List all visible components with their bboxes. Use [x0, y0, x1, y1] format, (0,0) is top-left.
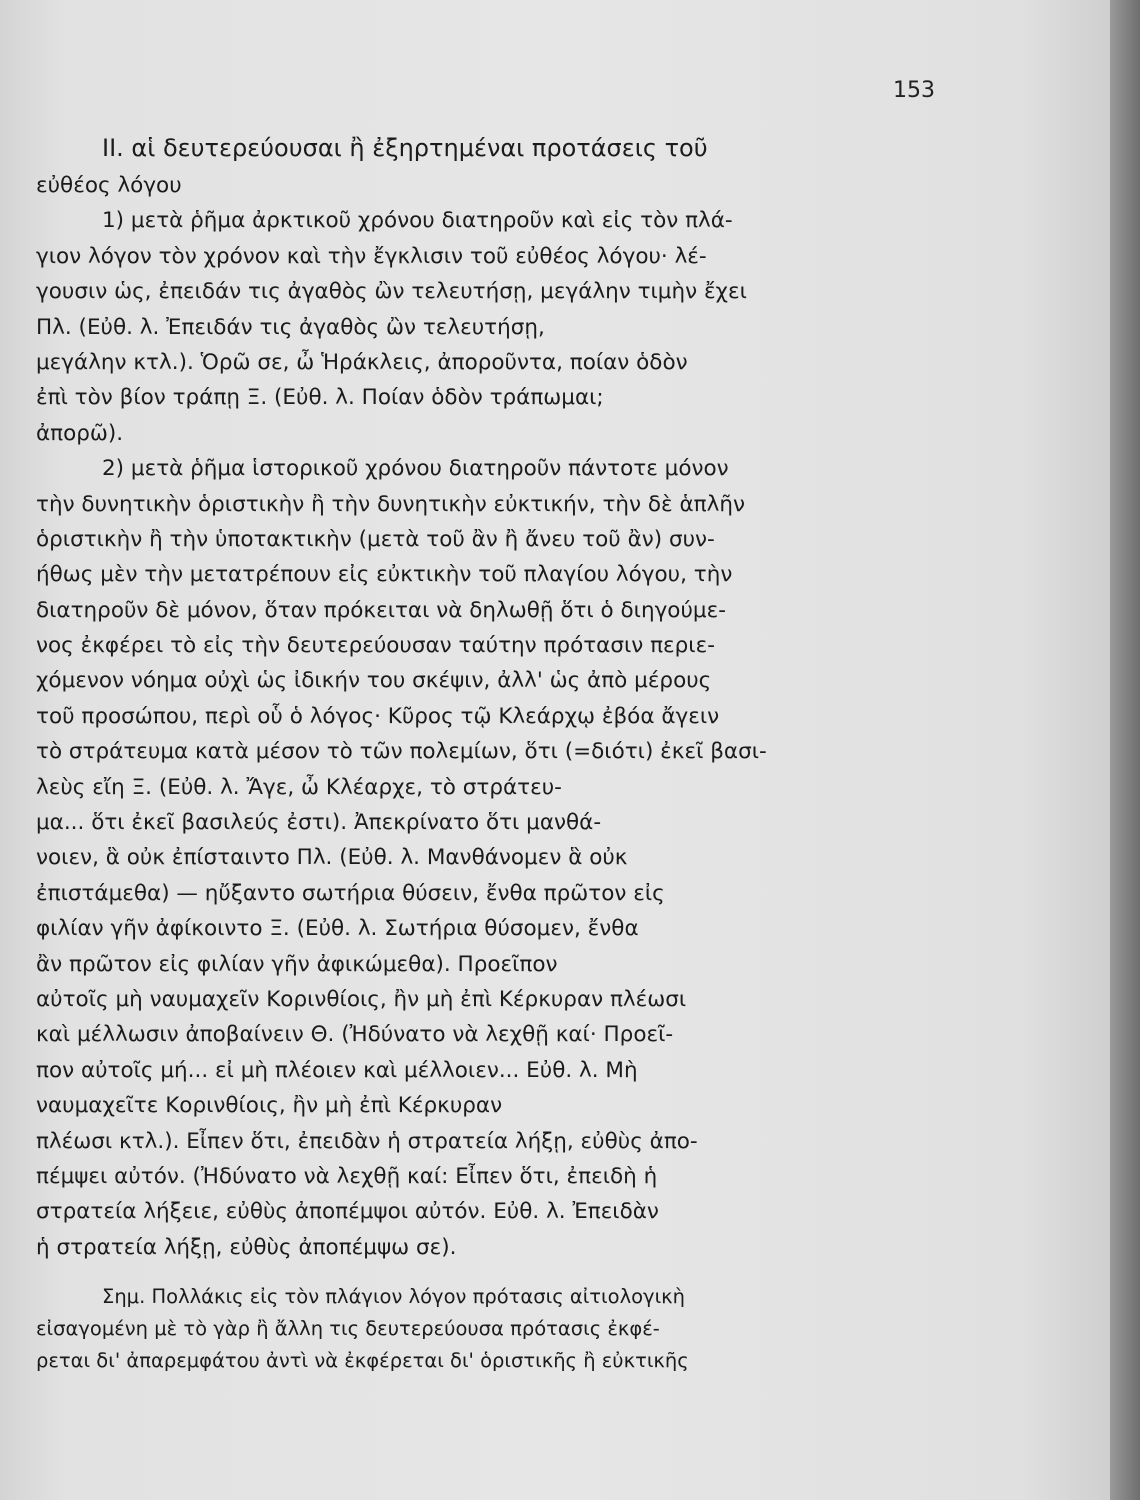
note-line: ρεται δι' ἀπαρεμφάτου ἀντὶ νὰ ἐκφέρεται δι' ὁριστικῆς ἢ εὐκτικῆς	[36, 1349, 689, 1373]
text-line: μα... ὅτι ἐκεῖ βασιλεύς ἐστι). Ἀπεκρίνατο ὅτι μανθά-	[36, 810, 602, 836]
text-line: ήθως μὲν τὴν μετατρέπουν εἰς εὐκτικὴν τοῦ πλαγίου λόγου, τὴν	[36, 562, 733, 588]
text-line: ἀπορῶ).	[36, 420, 124, 446]
text-line: τὸ στράτευμα κατὰ μέσον τὸ τῶν πολεμίων, ὅτι (=διότι) ἐκεῖ βασι-	[36, 739, 767, 765]
text-line: μεγάλην κτλ.). Ὁρῶ σε, ὦ Ἡράκλεις, ἀποροῦντα, ποίαν ὁδὸν	[36, 349, 688, 375]
text-line: γουσιν ὡς, ἐπειδάν τις ἀγαθὸς ὢν τελευτήσῃ, μεγάλην τιμὴν ἔχει	[36, 279, 747, 305]
text-line: φιλίαν γῆν ἀφίκοιντο Ξ. (Εὐθ. λ. Σωτήρια θύσομεν, ἔνθα	[36, 916, 639, 942]
text-line: 2) μετὰ ῥῆμα ἱστορικοῦ χρόνου διατηροῦν πάντοτε μόνον	[102, 456, 729, 482]
note-line: Σημ. Πολλάκις εἰς τὸν πλάγιον λόγον πρότασις αἰτιολογικὴ	[102, 1285, 686, 1309]
text-line: πέμψει αὐτόν. (Ἠδύνατο νὰ λεχθῇ καί: Εἶπεν ὅτι, ἐπειδὴ ἡ	[36, 1163, 658, 1189]
body-text	[36, 128, 956, 1377]
text-line: ναυμαχεῖτε Κορινθίοις, ἢν μὴ ἐπὶ Κέρκυραν	[36, 1093, 503, 1119]
text-line: στρατεία λήξειε, εὐθὺς ἀποπέμψοι αὐτόν. Εὐθ. λ. Ἐπειδὰν	[36, 1199, 659, 1225]
section-heading: II. αἱ δευτερεύουσαι ἢ ἐξηρτημέναι προτάσεις τοῦ	[102, 134, 708, 162]
text-line: Πλ. (Εὐθ. λ. Ἐπειδάν τις ἀγαθὸς ὢν τελευτήσῃ,	[36, 314, 545, 340]
text-line: νοιεν, ἃ οὐκ ἐπίσταιντο Πλ. (Εὐθ. λ. Μανθάνομεν ἃ οὐκ	[36, 845, 628, 871]
text-line: νος ἐκφέρει τὸ εἰς τὴν δευτερεύουσαν ταύτην πρότασιν περιε-	[36, 633, 715, 659]
text-line: πλέωσι κτλ.). Εἶπεν ὅτι, ἐπειδὰν ἡ στρατεία λήξῃ, εὐθὺς ἀπο-	[36, 1128, 698, 1154]
text-line: ἐπιστάμεθα) — ηὔξαντο σωτήρια θύσειν, ἔνθα πρῶτον εἰς	[36, 880, 665, 906]
text-line: λεὺς εἴη Ξ. (Εὐθ. λ. Ἄγε, ὦ Κλέαρχε, τὸ στράτευ-	[36, 774, 562, 800]
page-edge	[1110, 0, 1140, 1500]
text-line: πον αὐτοῖς μή... εἰ μὴ πλέοιεν καὶ μέλλοιεν... Εὐθ. λ. Μὴ	[36, 1057, 638, 1083]
text-line: ἡ στρατεία λήξῃ, εὐθὺς ἀποπέμψω σε).	[36, 1234, 457, 1260]
text-line: διατηροῦν δὲ μόνον, ὅταν πρόκειται νὰ δηλωθῇ ὅτι ὁ διηγούμε-	[36, 597, 726, 623]
text-line: ἐπὶ τὸν βίον τράπῃ Ξ. (Εὐθ. λ. Ποίαν ὁδὸν τράπωμαι;	[36, 385, 604, 411]
text-line: τὴν δυνητικὴν ὁριστικὴν ἢ τὴν δυνητικὴν εὐκτικήν, τὴν δὲ ἁπλῆν	[36, 491, 745, 517]
text-line: ὁριστικὴν ἢ τὴν ὑποτακτικὴν (μετὰ τοῦ ἂν ἢ ἄνευ τοῦ ἂν) συν-	[36, 526, 715, 552]
text-line: χόμενον νόημα οὐχὶ ὡς ἰδικήν του σκέψιν, ἀλλ' ὡς ἀπὸ μέρους	[36, 668, 712, 694]
text-line: γιον λόγον τὸν χρόνον καὶ τὴν ἔγκλισιν τοῦ εὐθέος λόγου· λέ-	[36, 243, 707, 269]
text-line: τοῦ προσώπου, περὶ οὗ ὁ λόγος· Κῦρος τῷ Κλεάρχῳ ἐβόα ἄγειν	[36, 703, 720, 729]
text-line: ἂν πρῶτον εἰς φιλίαν γῆν ἀφικώμεθα). Προεῖπον	[36, 951, 558, 977]
note-line: εἰσαγομένη μὲ τὸ γὰρ ἢ ἄλλη τις δευτερεύουσα πρότασις ἐκφέ-	[36, 1317, 660, 1341]
text-line: αὐτοῖς μὴ ναυμαχεῖν Κορινθίοις, ἢν μὴ ἐπὶ Κέρκυραν πλέωσι	[36, 986, 687, 1012]
text-line: εὐθέος λόγου	[36, 173, 182, 198]
text-line	[36, 128, 956, 168]
text-line: καὶ μέλλωσιν ἀποβαίνειν Θ. (Ἠδύνατο νὰ λεχθῇ καί· Προεῖ-	[36, 1022, 674, 1048]
page-number: 153	[893, 78, 935, 103]
text-line: 1) μετὰ ῥῆμα ἀρκτικοῦ χρόνου διατηροῦν καὶ εἰς τὸν πλά-	[102, 208, 733, 234]
